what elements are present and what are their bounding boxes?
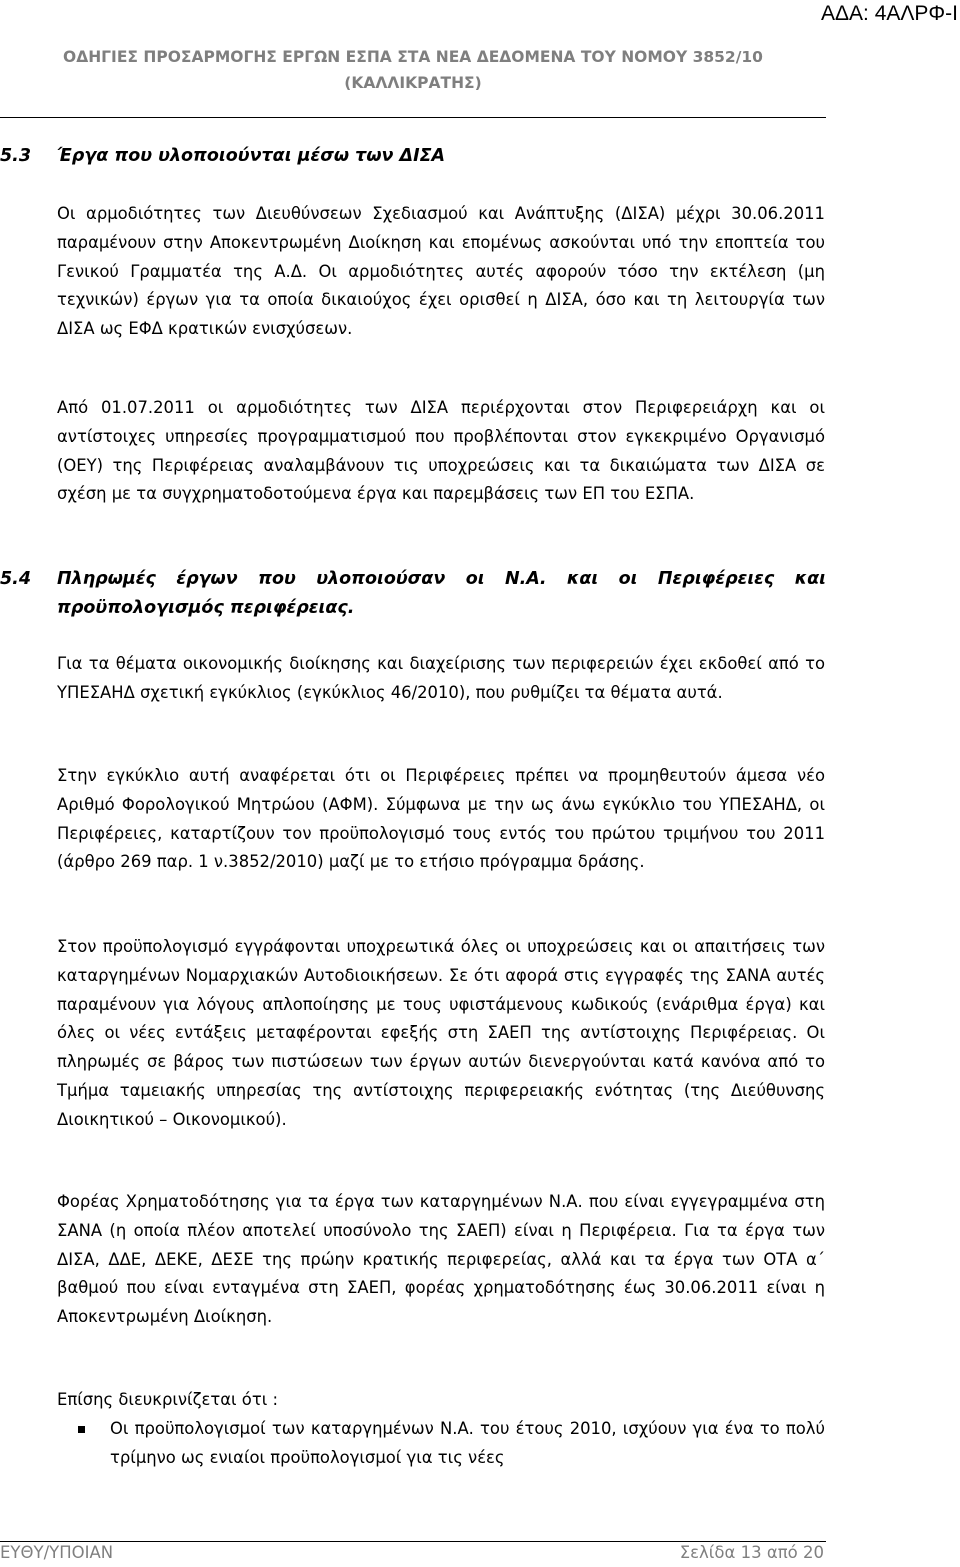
header-divider [0,117,826,118]
footer-left-text: ΕΥΘΥ/ΥΠΟΙΑΝ [0,1543,114,1562]
section-5-3-heading [0,142,826,171]
page-header [0,44,826,96]
paragraph-5-4-3: Στον προϋπολογισμό εγγράφονται υποχρεωτικά όλες οι υποχρεώσεις και οι απαιτήσεις των καταργημένων Νομαρχιακών Αυτοδιοικήσεων. Σε ότι αφορά στις εγγραφές της ΣΑΝΑ αυτές παραμένουν για λόγους απλοποίησης με τους υφιστάμενους κωδικούς (ενάριθμα έργα) και όλες οι νέες εντάξεις μεταφέρονται εφεξής στη ΣΑΕΠ της αντίστοιχης Περιφέρειας. Οι πληρωμές σε βάρος των πιστώσεων των έργων αυτών διενεργούνται κατά κανόνα από το Τμήμα ταμειακής υπηρεσίας της αντίστοιχης περιφερειακής ενότητας (της Διεύθυνσης Διοικητικού – Οικονομικού). [57,937,825,1129]
section-5-4-heading [0,565,826,622]
section-number: 5.3 [0,146,32,166]
page-number: Σελίδα 13 από 20 [679,1543,824,1562]
footer-divider [0,1541,826,1542]
paragraph-5-4-4: Φορέας Χρηματοδότησης για τα έργα των καταργημένων Ν.Α. που είναι εγγεγραμμένα στη ΣΑΝΑ (η οποία πλέον αποτελεί υποσύνολο της ΣΑΕΠ) είναι η Περιφέρεια. Για τα έργα των ΔΙΣΑ, ΔΔΕ, ΔΕΚΕ, ΔΕΣΕ της πρώην κρατικής περιφερείας, αλλά και τα έργα των ΟΤΑ α΄ βαθμού που είναι ενταγμένα στη ΣΑΕΠ, φορέας χρηματοδότησης έως 30.06.2011 είναι η Αποκεντρωμένη Διοίκηση. [57,1192,825,1326]
paragraph-5-3-1: Οι αρμοδιότητες των Διευθύνσεων Σχεδιασμού και Ανάπτυξης (ΔΙΣΑ) μέχρι 30.06.2011 παραμένουν στην Αποκεντρωμένη Διοίκηση και επομένως ασκούνται υπό την εποπτεία του Γενικού Γραμματέα της Α.Δ. Οι αρμοδιότητες αυτές αφορούν τόσο την εκτέλεση (μη τεχνικών) έργων για τα οποία δικαιούχος έχει ορισθεί η ΔΙΣΑ, όσο και τη λειτουργία των ΔΙΣΑ ως ΕΦΔ κρατικών ενισχύσεων. [57,204,825,338]
paragraph-5-4-2: Στην εγκύκλιο αυτή αναφέρεται ότι οι Περιφέρειες πρέπει να προμηθευτούν άμεσα νέο Αριθμό Φορολογικού Μητρώου (ΑΦΜ). Σύμφωνα με την ως άνω εγκύκλιο του ΥΠΕΣΑΗΔ, οι Περιφέρειες, καταρτίζουν τον προϋπολογισμό τους εντός του πρώτου τριμήνου του 2011 (άρθρο 269 παρ. 1 ν.3852/2010) μαζί με το ετήσιο πρόγραμμα δράσης. [57,766,825,872]
ada-stamp: ΑΔΑ: 4ΑΛΡΦ-Ι [820,2,958,25]
bullet-list-item [57,1415,825,1473]
square-bullet-icon [78,1426,85,1433]
paragraph-5-3-2: Από 01.07.2011 οι αρμοδιότητες των ΔΙΣΑ περιέρχονται στον Περιφερειάρχη και οι αντίστοιχες υπηρεσίες προγραμματισμού που προβλέπονται στον εγκεκριμένο Οργανισμό (ΟΕΥ) της Περιφέρειας αναλαμβάνουν τις υποχρεώσεις και τα δικαιώματα των ΔΙΣΑ σε σχέση με τα συγχρηματοδοτούμενα έργα και παρεμβάσεις των ΕΠ του ΕΣΠΑ. [57,398,825,504]
header-line-2: (ΚΑΛΛΙΚΡΑΤΗΣ) [344,74,482,92]
section-title: Έργα που υλοποιούνται μέσω των ΔΙΣΑ [57,146,446,166]
bullet-text: Οι προϋπολογισμοί των καταργημένων Ν.Α. του έτους 2010, ισχύουν για ένα το πολύ τρίμηνο ως ενιαίοι προϋπολογισμοί για τις νέες [110,1419,825,1467]
section-number: 5.4 [0,569,32,589]
header-line-1: ΟΔΗΓΙΕΣ ΠΡΟΣΑΡΜΟΓΗΣ ΕΡΓΩΝ ΕΣΠΑ ΣΤΑ ΝΕΑ ΔΕΔΟΜΕΝΑ ΤΟΥ ΝΟΜΟΥ 3852/10 [63,48,763,66]
section-title: Πληρωμές έργων που υλοποιούσαν οι Ν.Α. και οι Περιφέρειες και προϋπολογισμός περιφέρειας. [57,569,826,618]
paragraph-5-4-1: Για τα θέματα οικονομικής διοίκησης και διαχείρισης των περιφερειών έχει εκδοθεί από το ΥΠΕΣΑΗΔ σχετική εγκύκλιος (εγκύκλιος 46/2010), που ρυθμίζει τα θέματα αυτά. [57,654,825,702]
paragraph-5-4-5: Επίσης διευκρινίζεται ότι : [57,1390,278,1409]
